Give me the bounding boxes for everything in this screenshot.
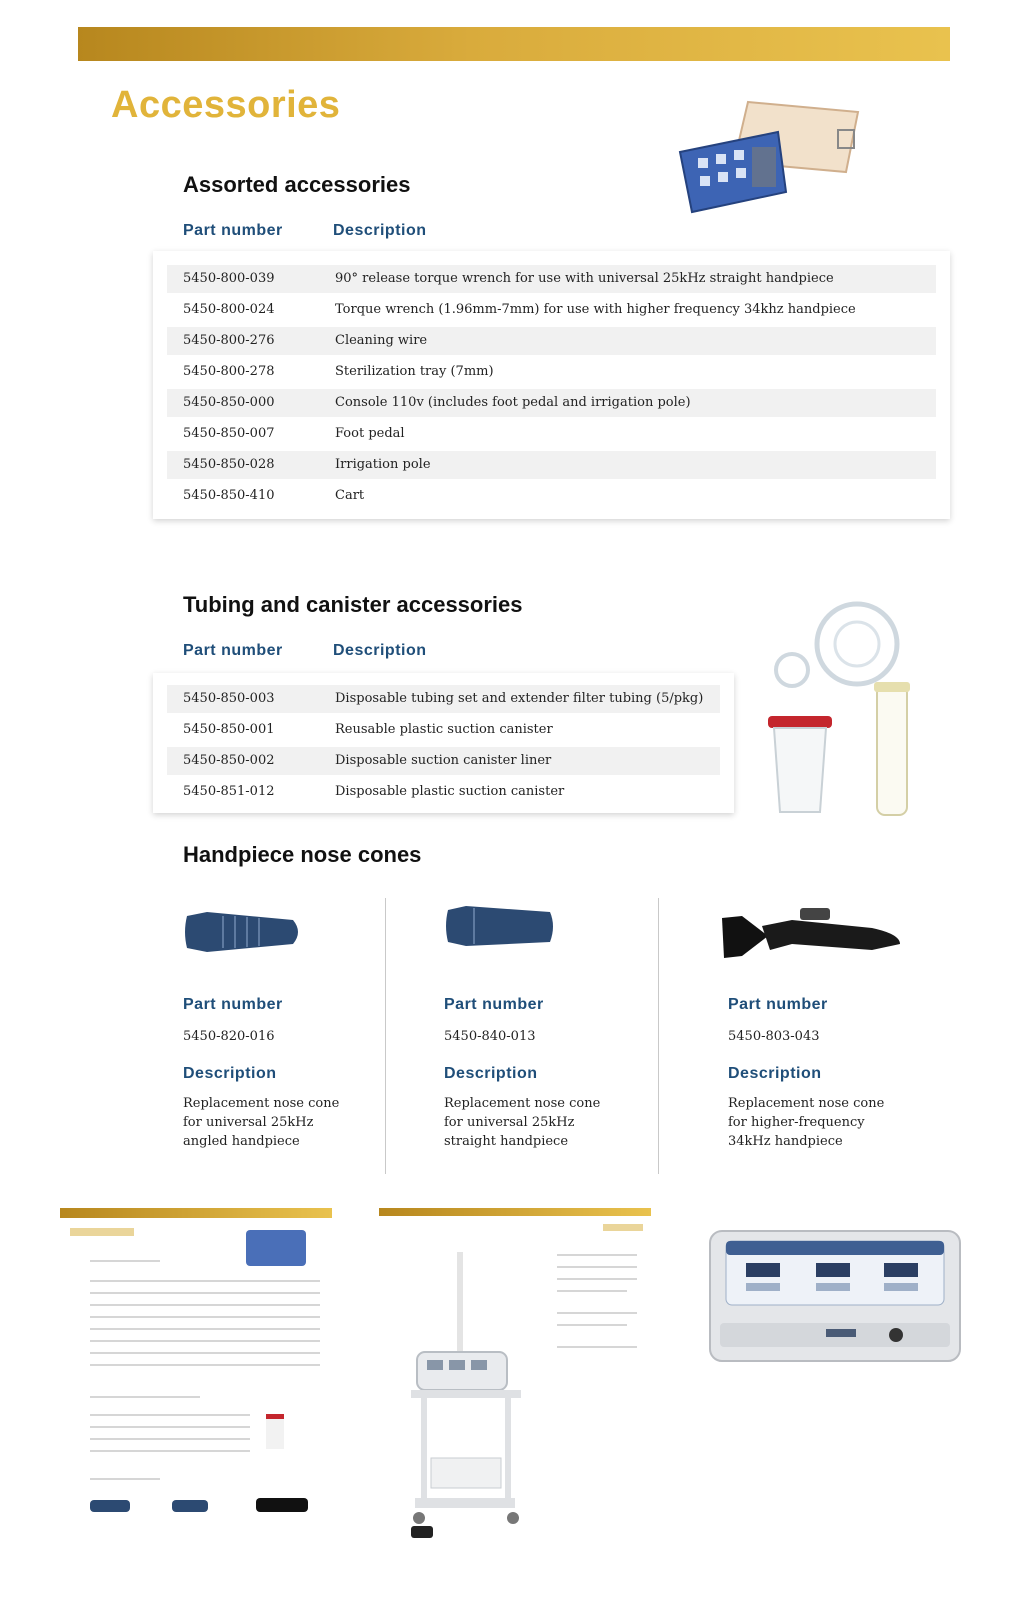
nose-cone-1-part-number: 5450-820-016: [183, 1029, 275, 1044]
nose-cone-3-part-label: Part number: [728, 996, 828, 1013]
description: Irrigation pole: [335, 457, 431, 472]
tubing-part-header: Part number: [183, 642, 283, 659]
table-row: [167, 389, 936, 417]
description: Cart: [335, 488, 365, 503]
nose-cone-3-desc-line: Replacement nose cone: [728, 1096, 885, 1111]
accessories-page-thumbnail: [60, 1208, 332, 1566]
table-row: [167, 451, 936, 479]
tubing-table: [153, 673, 734, 813]
tubing-desc-header: Description: [333, 642, 427, 659]
part-number: 5450-850-001: [183, 722, 275, 737]
nose-cone-image: [444, 902, 559, 952]
nose-cone-3-desc-label: Description: [728, 1065, 822, 1082]
description: Sterilization tray (7mm): [335, 364, 494, 379]
thumbnail-nose-cone-image: [172, 1500, 208, 1512]
column-divider: [658, 898, 659, 1174]
column-divider: [385, 898, 386, 1174]
table-row: [167, 296, 936, 324]
console-unit-image: [706, 1225, 964, 1375]
assorted-section-title: Assorted accessories: [183, 172, 411, 197]
description: Torque wrench (1.96mm-7mm) for use with higher frequency 34khz handpiece: [335, 302, 856, 317]
thumbnail-gold-bar: [60, 1208, 332, 1218]
nose-cone-2-desc-line: straight handpiece: [444, 1134, 569, 1149]
thumbnail-nose-cone-image: [256, 1498, 308, 1512]
assorted-part-header: Part number: [183, 222, 283, 239]
description: Foot pedal: [335, 426, 405, 441]
thumbnail-heading-placeholder: [70, 1228, 134, 1236]
table-row: [167, 358, 936, 386]
table-row: [167, 685, 720, 713]
nose-cone-2-desc-label: Description: [444, 1065, 538, 1082]
nose-cone-3-part-number: 5450-803-043: [728, 1029, 820, 1044]
table-row: [167, 778, 720, 806]
part-number: 5450-850-002: [183, 753, 275, 768]
part-number: 5450-850-007: [183, 426, 275, 441]
nose-cone-image: [183, 906, 308, 958]
description: Disposable tubing set and extender filter tubing (5/pkg): [335, 691, 704, 706]
description: 90° release torque wrench for use with universal 25kHz straight handpiece: [335, 271, 834, 286]
part-number: 5450-850-000: [183, 395, 275, 410]
table-row: [167, 327, 936, 355]
description: Reusable plastic suction canister: [335, 722, 553, 737]
assorted-table: [153, 251, 950, 519]
table-row: [167, 747, 720, 775]
part-number: 5450-850-003: [183, 691, 275, 706]
table-row: [167, 482, 936, 510]
nose-cone-1-part-label: Part number: [183, 996, 283, 1013]
header-gold-bar: [78, 27, 950, 61]
thumbnail-heading-placeholder: [603, 1224, 643, 1231]
thumbnail-gold-bar: [379, 1208, 651, 1216]
nose-cone-image: [722, 900, 904, 968]
nose-cone-3-desc-line: 34kHz handpiece: [728, 1134, 843, 1149]
nose-cone-1-desc-line: angled handpiece: [183, 1134, 300, 1149]
description: Console 110v (includes foot pedal and irrigation pole): [335, 395, 691, 410]
suction-canister-image: [762, 600, 942, 825]
table-row: [167, 265, 936, 293]
description: Disposable suction canister liner: [335, 753, 552, 768]
tubing-section-title: Tubing and canister accessories: [183, 592, 523, 617]
thumbnail-nose-cone-image: [90, 1500, 130, 1512]
nose-cone-2-desc-line: for universal 25kHz: [444, 1115, 575, 1130]
part-number: 5450-850-410: [183, 488, 275, 503]
description: Disposable plastic suction canister: [335, 784, 565, 799]
nose-cone-2-part-number: 5450-840-013: [444, 1029, 536, 1044]
nose-cones-section-title: Handpiece nose cones: [183, 842, 422, 867]
page-title: Accessories: [111, 84, 341, 126]
nose-cone-1-desc-line: Replacement nose cone: [183, 1096, 340, 1111]
console-cart-image: [401, 1248, 541, 1548]
part-number: 5450-850-028: [183, 457, 275, 472]
console-page-thumbnail: [379, 1208, 651, 1566]
nose-cone-2-part-label: Part number: [444, 996, 544, 1013]
nose-cone-1-desc-label: Description: [183, 1065, 277, 1082]
nose-cone-3-desc-line: for higher-frequency: [728, 1115, 865, 1130]
thumbnail-canister-image: [266, 1414, 284, 1449]
assorted-desc-header: Description: [333, 222, 427, 239]
part-number: 5450-800-039: [183, 271, 275, 286]
table-row: [167, 420, 936, 448]
table-row: [167, 716, 720, 744]
nose-cone-2-desc-line: Replacement nose cone: [444, 1096, 601, 1111]
part-number: 5450-851-012: [183, 784, 275, 799]
part-number: 5450-800-278: [183, 364, 275, 379]
nose-cone-1-desc-line: for universal 25kHz: [183, 1115, 314, 1130]
part-number: 5450-800-276: [183, 333, 275, 348]
sterilization-tray-image: [668, 92, 868, 222]
thumbnail-tray-image: [246, 1230, 306, 1266]
description: Cleaning wire: [335, 333, 428, 348]
part-number: 5450-800-024: [183, 302, 275, 317]
